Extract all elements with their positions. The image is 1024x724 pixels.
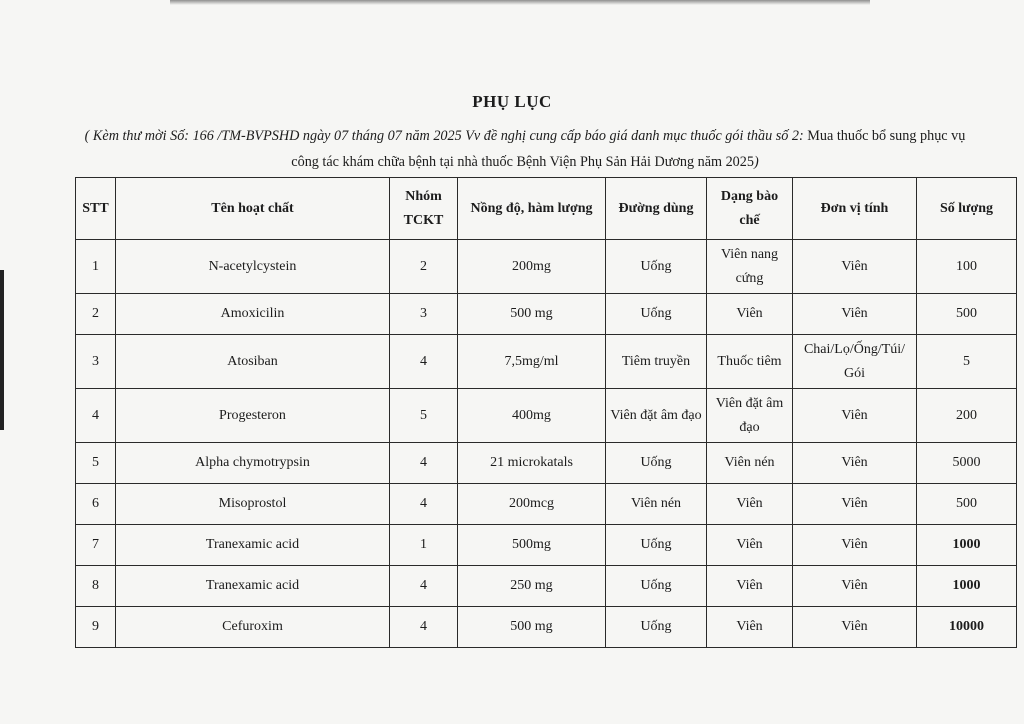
subtitle-close-paren: ) [753, 154, 759, 170]
cell-strength: 500 mg [458, 607, 606, 648]
cell-stt: 1 [76, 240, 116, 294]
cell-quantity: 500 [917, 484, 1017, 525]
cell-dosage-form: Viên [707, 294, 793, 335]
cell-group: 4 [390, 484, 458, 525]
cell-route: Uống [606, 294, 707, 335]
page-subtitle [70, 123, 980, 175]
cell-strength: 7,5mg/ml [458, 335, 606, 389]
cell-active-ingredient: Atosiban [116, 335, 390, 389]
cell-dosage-form: Viên [707, 525, 793, 566]
scan-left-edge-mark [0, 270, 4, 430]
table-row [76, 389, 1017, 443]
cell-dosage-form: Viên nén [707, 443, 793, 484]
cell-quantity: 5 [917, 335, 1017, 389]
table-row [76, 443, 1017, 484]
cell-quantity: 100 [917, 240, 1017, 294]
cell-stt: 4 [76, 389, 116, 443]
cell-route: Viên nén [606, 484, 707, 525]
cell-stt: 3 [76, 335, 116, 389]
cell-group: 1 [390, 525, 458, 566]
cell-strength: 250 mg [458, 566, 606, 607]
cell-strength: 500 mg [458, 294, 606, 335]
cell-route: Viên đặt âm đạo [606, 389, 707, 443]
header-quantity: Số lượng [917, 178, 1017, 240]
header-active-ingredient: Tên hoạt chất [116, 178, 390, 240]
cell-group: 4 [390, 607, 458, 648]
scan-top-shadow [170, 0, 870, 5]
table-row [76, 240, 1017, 294]
header-stt: STT [76, 178, 116, 240]
cell-dosage-form: Viên [707, 484, 793, 525]
cell-dosage-form: Viên nang cứng [707, 240, 793, 294]
cell-group: 5 [390, 389, 458, 443]
cell-dosage-form: Viên [707, 566, 793, 607]
table-header-row [76, 178, 1017, 240]
cell-route: Uống [606, 566, 707, 607]
cell-quantity: 1000 [917, 525, 1017, 566]
table-row [76, 335, 1017, 389]
cell-active-ingredient: Misoprostol [116, 484, 390, 525]
table-row [76, 294, 1017, 335]
cell-quantity: 1000 [917, 566, 1017, 607]
cell-group: 4 [390, 443, 458, 484]
table-row [76, 566, 1017, 607]
cell-unit: Viên [793, 484, 917, 525]
cell-quantity: 5000 [917, 443, 1017, 484]
cell-dosage-form: Viên [707, 607, 793, 648]
cell-route: Uống [606, 525, 707, 566]
page-title: PHỤ LỤC [472, 92, 552, 111]
cell-active-ingredient: Cefuroxim [116, 607, 390, 648]
cell-unit: Chai/Lọ/Ống/Túi/ Gói [793, 335, 917, 389]
table-row [76, 525, 1017, 566]
cell-active-ingredient: Progesteron [116, 389, 390, 443]
cell-active-ingredient: Alpha chymotrypsin [116, 443, 390, 484]
cell-stt: 8 [76, 566, 116, 607]
cell-route: Uống [606, 607, 707, 648]
table-row [76, 484, 1017, 525]
cell-group: 4 [390, 566, 458, 607]
drug-list-table [75, 177, 1017, 648]
cell-group: 4 [390, 335, 458, 389]
cell-group: 3 [390, 294, 458, 335]
cell-stt: 7 [76, 525, 116, 566]
cell-strength: 21 microkatals [458, 443, 606, 484]
table-row [76, 607, 1017, 648]
header-group: Nhóm TCKT [390, 178, 458, 240]
cell-strength: 400mg [458, 389, 606, 443]
cell-unit: Viên [793, 443, 917, 484]
cell-stt: 6 [76, 484, 116, 525]
header-dosage-form: Dạng bào chế [707, 178, 793, 240]
cell-unit: Viên [793, 607, 917, 648]
cell-unit: Viên [793, 294, 917, 335]
cell-stt: 9 [76, 607, 116, 648]
cell-route: Tiêm truyền [606, 335, 707, 389]
header-route: Đường dùng [606, 178, 707, 240]
cell-active-ingredient: N-acetylcystein [116, 240, 390, 294]
cell-group: 2 [390, 240, 458, 294]
cell-unit: Viên [793, 525, 917, 566]
cell-quantity: 500 [917, 294, 1017, 335]
cell-unit: Viên [793, 240, 917, 294]
cell-quantity: 200 [917, 389, 1017, 443]
cell-strength: 500mg [458, 525, 606, 566]
header-strength: Nồng độ, hàm lượng [458, 178, 606, 240]
subtitle-reference: ( Kèm thư mời Số: 166 /TM-BVPSHD ngày 07 tháng 07 năm 2025 Vv đề nghị cung cấp báo giá danh mục thuốc gói thầu số 2: [84, 128, 804, 144]
cell-active-ingredient: Tranexamic acid [116, 566, 390, 607]
cell-strength: 200mg [458, 240, 606, 294]
cell-active-ingredient: Amoxicilin [116, 294, 390, 335]
cell-unit: Viên [793, 389, 917, 443]
cell-unit: Viên [793, 566, 917, 607]
cell-dosage-form: Thuốc tiêm [707, 335, 793, 389]
cell-route: Uống [606, 240, 707, 294]
cell-dosage-form: Viên đặt âm đạo [707, 389, 793, 443]
cell-active-ingredient: Tranexamic acid [116, 525, 390, 566]
cell-stt: 5 [76, 443, 116, 484]
subtitle-description: Mua thuốc bổ sung phục vụ công tác khám chữa bệnh tại nhà thuốc Bệnh Viện Phụ Sản Hải Dương năm 2025 [291, 128, 966, 170]
cell-route: Uống [606, 443, 707, 484]
cell-stt: 2 [76, 294, 116, 335]
cell-quantity: 10000 [917, 607, 1017, 648]
header-unit: Đơn vị tính [793, 178, 917, 240]
cell-strength: 200mcg [458, 484, 606, 525]
